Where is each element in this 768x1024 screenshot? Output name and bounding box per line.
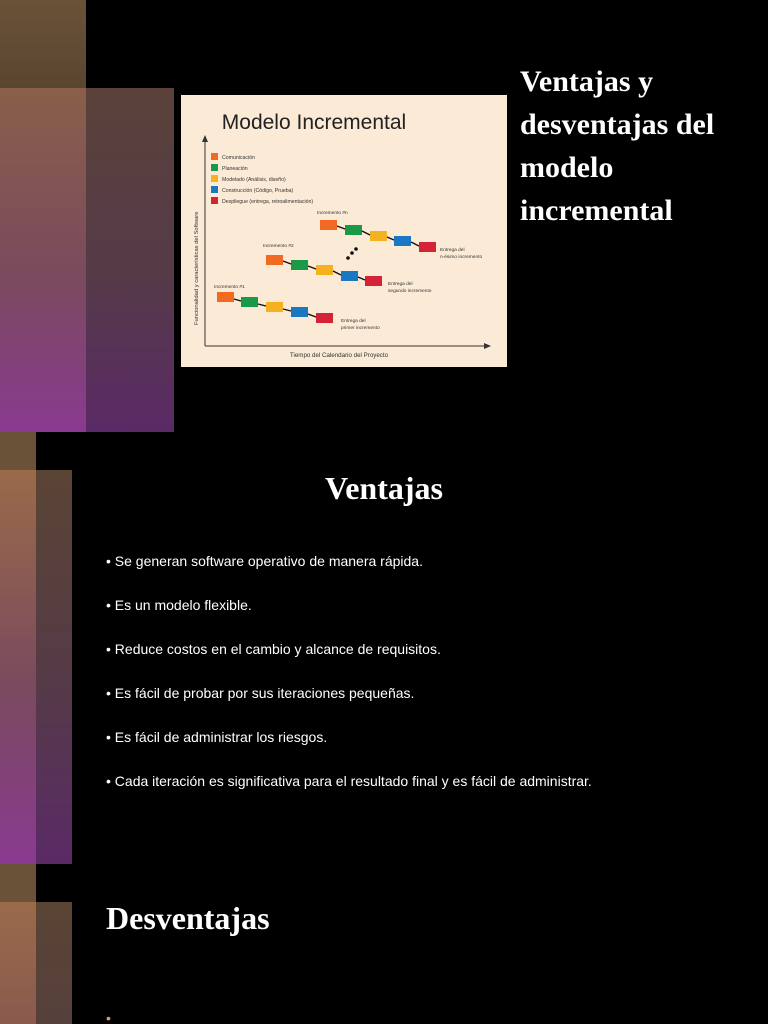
delivery-label: n-ésimo incremento bbox=[440, 255, 483, 260]
legend-swatch bbox=[211, 197, 218, 204]
legend-label: Despliegue (entrega, retroalimentación) bbox=[222, 199, 314, 205]
increment-row bbox=[320, 220, 436, 252]
legend-swatch bbox=[211, 153, 218, 160]
advantages-list bbox=[106, 552, 592, 816]
disadvantages-heading: Desventajas bbox=[106, 900, 270, 936]
incremental-model-diagram bbox=[181, 95, 507, 367]
legend-swatch bbox=[211, 186, 218, 193]
incremental-model-figure bbox=[181, 95, 507, 367]
increment-row bbox=[217, 292, 333, 323]
increment-label: Incremento #n bbox=[317, 211, 348, 216]
decorative-bar bbox=[0, 864, 36, 902]
figure-legend bbox=[211, 153, 313, 205]
phase-block bbox=[320, 220, 337, 230]
x-axis-arrow bbox=[484, 343, 491, 349]
phase-block bbox=[345, 225, 362, 235]
legend-swatch bbox=[211, 175, 218, 182]
list-item: • Es fácil de probar por sus iteraciones pequeñas. bbox=[106, 685, 415, 701]
list-item: • Se generan software operativo de manera rápida. bbox=[106, 553, 423, 569]
flow-arrow bbox=[337, 226, 345, 229]
flow-arrow bbox=[362, 231, 370, 235]
flow-arrow bbox=[387, 237, 394, 240]
flow-arrow bbox=[258, 304, 266, 306]
legend-label: Construcción (Código, Prueba) bbox=[222, 188, 294, 194]
list-item-bullet: • bbox=[106, 1010, 111, 1024]
phase-block bbox=[316, 313, 333, 323]
flow-arrow bbox=[333, 271, 341, 275]
flow-arrow bbox=[283, 309, 291, 311]
decorative-bar bbox=[0, 88, 86, 432]
slide-intro bbox=[0, 0, 768, 432]
phase-block bbox=[316, 265, 333, 275]
list-item: • Reduce costos en el cambio y alcance de requisitos. bbox=[106, 641, 441, 657]
flow-arrow bbox=[358, 277, 365, 280]
advantages-heading: Ventajas bbox=[325, 470, 443, 506]
increment-label: Incremento #1 bbox=[214, 285, 245, 290]
continuation-dot bbox=[350, 251, 354, 255]
decorative-bar bbox=[0, 470, 36, 864]
delivery-label: primer incremento bbox=[341, 326, 380, 331]
decorative-bar bbox=[86, 88, 174, 432]
increment-label: Incremento #2 bbox=[263, 244, 294, 249]
phase-block bbox=[241, 297, 258, 307]
continuation-dot bbox=[354, 247, 358, 251]
decorative-bar bbox=[0, 902, 36, 1024]
increment-row bbox=[266, 255, 382, 286]
slide-advantages bbox=[0, 432, 768, 864]
legend-label: Planeación bbox=[222, 166, 248, 172]
continuation-dot bbox=[346, 256, 350, 260]
y-axis-arrow bbox=[202, 135, 208, 142]
phase-block bbox=[266, 255, 283, 265]
phase-block bbox=[266, 302, 283, 312]
phase-block bbox=[217, 292, 234, 302]
phase-block bbox=[291, 307, 308, 317]
y-axis-label: Funcionalidad y características del Software bbox=[194, 211, 200, 325]
decorative-bar bbox=[36, 902, 72, 1024]
delivery-label: segundo incremento bbox=[388, 289, 432, 294]
slide-title: Ventajas y desventajas del modelo incremental bbox=[520, 65, 715, 227]
delivery-label: Entrega del bbox=[341, 319, 366, 324]
phase-block bbox=[370, 231, 387, 241]
flow-arrow bbox=[283, 261, 291, 264]
decorative-bar bbox=[0, 0, 86, 88]
slide-disadvantages bbox=[0, 864, 768, 1024]
list-item: • Es un modelo flexible. bbox=[106, 597, 252, 613]
legend-label: Comunicación bbox=[222, 155, 255, 161]
delivery-label: Entrega del bbox=[388, 282, 413, 287]
flow-arrow bbox=[308, 266, 316, 269]
x-axis-label: Tiempo del Calendario del Proyecto bbox=[289, 352, 389, 359]
phase-block bbox=[341, 271, 358, 281]
legend-swatch bbox=[211, 164, 218, 171]
legend-label: Modelado (Análisis, diseño) bbox=[222, 177, 286, 183]
decorative-bar bbox=[0, 432, 36, 470]
delivery-label: Entrega del bbox=[440, 248, 465, 253]
list-item: • Es fácil de administrar los riesgos. bbox=[106, 729, 328, 745]
phase-block bbox=[394, 236, 411, 246]
list-item: • Cada iteración es significativa para el resultado final y es fácil de administrar. bbox=[106, 773, 592, 789]
figure-title: Modelo Incremental bbox=[221, 111, 407, 134]
phase-block bbox=[365, 276, 382, 286]
flow-arrow bbox=[234, 299, 241, 301]
flow-arrow bbox=[411, 242, 419, 246]
flow-arrow bbox=[308, 314, 316, 317]
phase-block bbox=[291, 260, 308, 270]
decorative-bar bbox=[36, 470, 72, 864]
phase-block bbox=[419, 242, 436, 252]
